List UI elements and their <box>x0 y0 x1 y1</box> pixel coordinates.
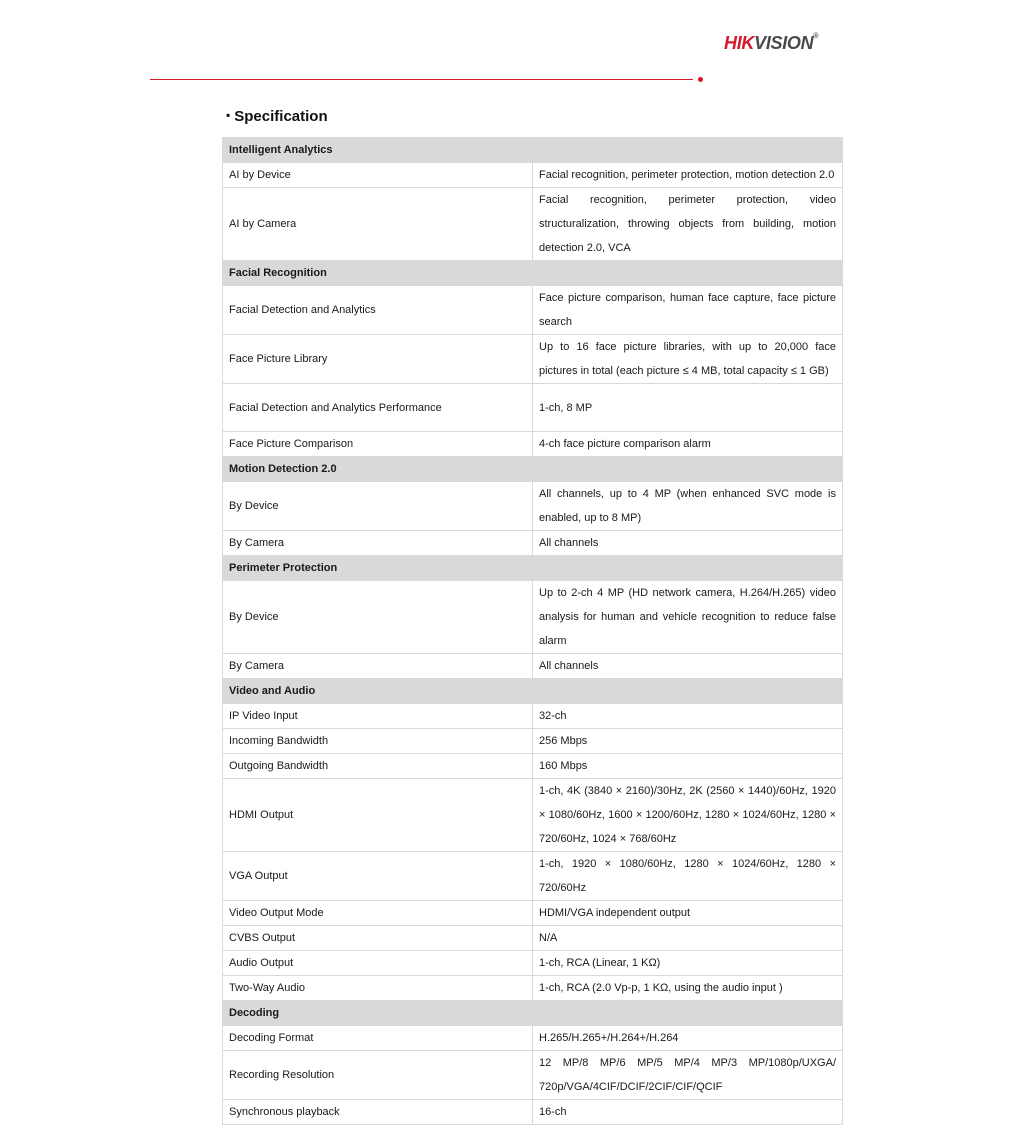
spec-value: 256 Mbps <box>533 729 843 754</box>
spec-value: 1-ch, RCA (Linear, 1 KΩ) <box>533 951 843 976</box>
spec-key: HDMI Output <box>223 779 533 852</box>
category-label: Intelligent Analytics <box>223 138 843 163</box>
spec-row <box>223 754 843 779</box>
spec-row <box>223 852 843 901</box>
spec-row <box>223 951 843 976</box>
spec-value: 1-ch, 8 MP <box>533 384 843 432</box>
category-row <box>223 138 843 163</box>
category-row <box>223 556 843 581</box>
spec-row <box>223 163 843 188</box>
spec-row <box>223 286 843 335</box>
spec-row <box>223 976 843 1001</box>
spec-row <box>223 384 843 432</box>
category-label: Video and Audio <box>223 679 843 704</box>
spec-value: All channels, up to 4 MP (when enhanced SVC mode is enabled, up to 8 MP) <box>533 482 843 531</box>
spec-row <box>223 188 843 261</box>
spec-value: Up to 16 face picture libraries, with up to 20,000 face pictures in total (each picture ≤ 4 MB, total capacity ≤ 1 GB) <box>533 335 843 384</box>
header-divider <box>150 79 693 80</box>
spec-key: Outgoing Bandwidth <box>223 754 533 779</box>
spec-key: Audio Output <box>223 951 533 976</box>
spec-value: 1-ch, 4K (3840 × 2160)/30Hz, 2K (2560 × 1440)/60Hz, 1920 × 1080/60Hz, 1600 × 1200/60Hz, 1280 × 1024/60Hz, 1280 × 720/60Hz, 1024 × 768/60Hz <box>533 779 843 852</box>
spec-key: By Device <box>223 581 533 654</box>
spec-key: By Device <box>223 482 533 531</box>
spec-row <box>223 1100 843 1125</box>
header-divider-dot <box>698 77 703 82</box>
spec-value: All channels <box>533 654 843 679</box>
spec-key: Incoming Bandwidth <box>223 729 533 754</box>
spec-row <box>223 926 843 951</box>
spec-value: Facial recognition, perimeter protection, motion detection 2.0 <box>533 163 843 188</box>
spec-row <box>223 704 843 729</box>
spec-key: Face Picture Library <box>223 335 533 384</box>
spec-value: All channels <box>533 531 843 556</box>
spec-row <box>223 729 843 754</box>
spec-row <box>223 335 843 384</box>
category-label: Decoding <box>223 1001 843 1026</box>
spec-value: 4-ch face picture comparison alarm <box>533 432 843 457</box>
spec-row <box>223 1026 843 1051</box>
spec-key: VGA Output <box>223 852 533 901</box>
category-row <box>223 1001 843 1026</box>
spec-key: Two-Way Audio <box>223 976 533 1001</box>
spec-value: 160 Mbps <box>533 754 843 779</box>
logo-vision-text: VISION <box>754 33 814 53</box>
category-label: Perimeter Protection <box>223 556 843 581</box>
section-title-text: Specification <box>234 108 328 125</box>
spec-key: CVBS Output <box>223 926 533 951</box>
logo-hik-text: HIK <box>724 33 755 53</box>
spec-value: 1-ch, RCA (2.0 Vp-p, 1 KΩ, using the audio input ) <box>533 976 843 1001</box>
spec-value: 12 MP/8 MP/6 MP/5 MP/4 MP/3 MP/1080p/UXGA/ 720p/VGA/4CIF/DCIF/2CIF/CIF/QCIF <box>533 1051 843 1100</box>
bullet-icon: ▪ <box>226 108 231 122</box>
spec-row <box>223 482 843 531</box>
spec-value: H.265/H.265+/H.264+/H.264 <box>533 1026 843 1051</box>
spec-value: 1-ch, 1920 × 1080/60Hz, 1280 × 1024/60Hz, 1280 × 720/60Hz <box>533 852 843 901</box>
spec-key: AI by Camera <box>223 188 533 261</box>
category-label: Facial Recognition <box>223 261 843 286</box>
spec-value: N/A <box>533 926 843 951</box>
specification-table-body <box>223 138 843 1125</box>
spec-key: Facial Detection and Analytics Performance <box>223 384 533 432</box>
specification-table <box>222 137 843 1125</box>
spec-row <box>223 779 843 852</box>
category-row <box>223 679 843 704</box>
spec-value: Face picture comparison, human face capture, face picture search <box>533 286 843 335</box>
spec-value: HDMI/VGA independent output <box>533 901 843 926</box>
spec-row <box>223 901 843 926</box>
spec-key: Face Picture Comparison <box>223 432 533 457</box>
spec-row <box>223 654 843 679</box>
spec-key: Decoding Format <box>223 1026 533 1051</box>
spec-row <box>223 531 843 556</box>
section-title <box>226 108 328 125</box>
spec-value: Facial recognition, perimeter protection, video structuralization, throwing objects from building, motion detection 2.0, VCA <box>533 188 843 261</box>
spec-key: By Camera <box>223 654 533 679</box>
spec-key: Video Output Mode <box>223 901 533 926</box>
spec-value: Up to 2-ch 4 MP (HD network camera, H.264/H.265) video analysis for human and vehicle recognition to reduce false alarm <box>533 581 843 654</box>
spec-key: By Camera <box>223 531 533 556</box>
hikvision-logo <box>724 33 844 55</box>
spec-row <box>223 581 843 654</box>
category-label: Motion Detection 2.0 <box>223 457 843 482</box>
spec-row <box>223 1051 843 1100</box>
spec-value: 16-ch <box>533 1100 843 1125</box>
logo-registered-mark: ® <box>813 33 819 40</box>
spec-key: AI by Device <box>223 163 533 188</box>
spec-key: Recording Resolution <box>223 1051 533 1100</box>
spec-row <box>223 432 843 457</box>
spec-value: 32-ch <box>533 704 843 729</box>
category-row <box>223 457 843 482</box>
spec-key: IP Video Input <box>223 704 533 729</box>
category-row <box>223 261 843 286</box>
spec-key: Synchronous playback <box>223 1100 533 1125</box>
spec-key: Facial Detection and Analytics <box>223 286 533 335</box>
